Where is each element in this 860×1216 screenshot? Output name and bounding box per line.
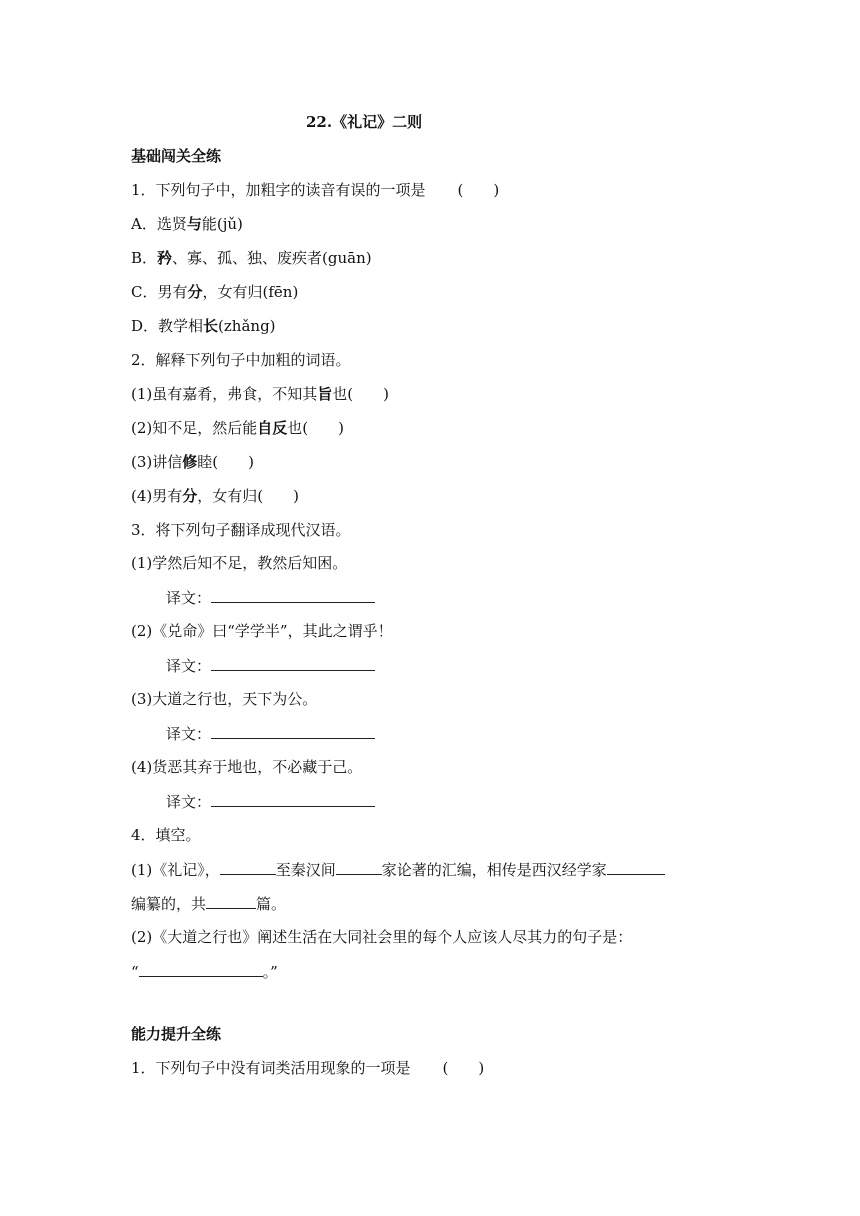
question-4-item-2: (2)《大道之行也》阐述生活在大同社会里的每个人应该人尽其力的句子是： <box>131 928 633 946</box>
question-3-item: (2)《兑命》曰“学学半”，其此之谓乎！ <box>131 622 393 640</box>
question-5-stem: 1．下列句子中没有词类活用现象的一项是 ( ) <box>131 1059 485 1077</box>
fill-blank[interactable] <box>206 893 256 909</box>
section-heading-advanced: 能力提升全练 <box>131 1025 222 1043</box>
translation-line: 译文： <box>166 587 375 608</box>
question-2-item: (2)知不足，然后能自反也( ) <box>131 419 344 437</box>
translation-answer-blank[interactable] <box>211 723 375 739</box>
translation-line: 译文： <box>166 655 375 676</box>
question-3-item: (3)大道之行也，天下为公。 <box>131 690 318 708</box>
question-4-stem: 4．填空。 <box>131 826 201 844</box>
fill-blank[interactable] <box>139 961 263 977</box>
question-2-item: (3)讲信修睦( ) <box>131 453 254 471</box>
question-4-item-2-answer: “ 。” <box>131 963 278 981</box>
question-4-item-1: (1)《礼记》， 至秦汉间 家论著的汇编，相传是西汉经学家 <box>131 859 665 880</box>
translation-answer-blank[interactable] <box>211 655 375 671</box>
question-3-stem: 3．将下列句子翻译成现代汉语。 <box>131 521 351 539</box>
question-3-item: (4)货恶其弃于地也，不必藏于己。 <box>131 758 363 776</box>
translation-answer-blank[interactable] <box>211 587 375 603</box>
translation-line: 译文： <box>166 723 375 744</box>
option-b: B．矜、寡、孤、独、废疾者(guān) <box>131 249 372 267</box>
answer-paren: ( ) <box>442 1059 485 1077</box>
question-2-stem: 2．解释下列句子中加粗的词语。 <box>131 351 351 369</box>
question-3-item: (1)学然后知不足，教然后知困。 <box>131 554 348 572</box>
question-4-item-1-cont: 编纂的，共 篇。 <box>131 895 287 913</box>
fill-blank[interactable] <box>336 859 382 875</box>
page-title: 22.《礼记》二则 <box>306 113 423 131</box>
answer-paren: ( ) <box>457 181 500 199</box>
translation-line: 译文： <box>166 791 375 812</box>
question-1-stem: 1．下列句子中，加粗字的读音有误的一项是 ( ) <box>131 181 500 199</box>
fill-blank[interactable] <box>220 859 276 875</box>
fill-blank[interactable] <box>607 859 665 875</box>
question-2-item: (4)男有分，女有归( ) <box>131 487 299 505</box>
option-c: C．男有分，女有归(fēn) <box>131 283 299 301</box>
question-2-item: (1)虽有嘉肴，弗食，不知其旨也( ) <box>131 385 389 403</box>
option-a: A．选贤与能(jǔ) <box>131 215 243 233</box>
translation-answer-blank[interactable] <box>211 791 375 807</box>
section-heading-basic: 基础闯关全练 <box>131 147 222 165</box>
option-d: D．教学相长(zhǎng) <box>131 317 276 335</box>
